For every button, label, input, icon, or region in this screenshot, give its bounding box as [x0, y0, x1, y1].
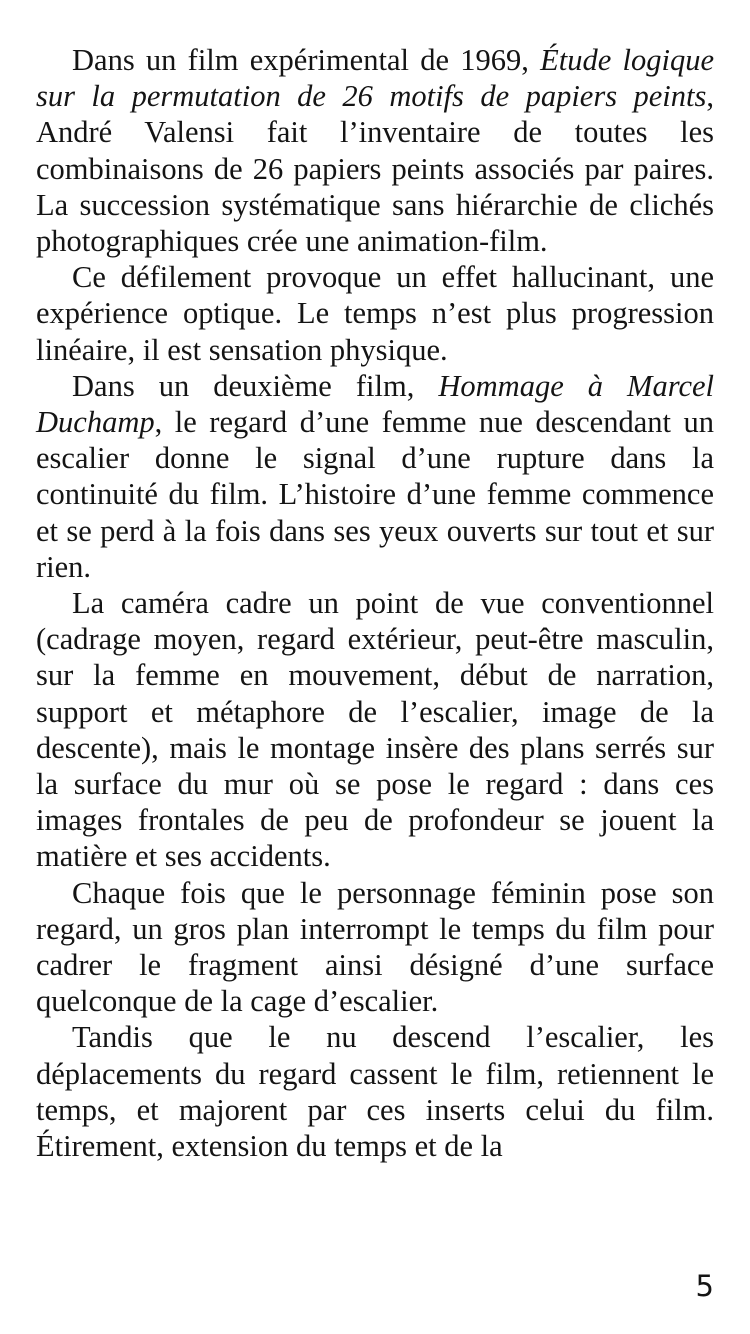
paragraph-3-text: Dans un deuxième film,: [72, 368, 439, 403]
paragraph-3: [36, 368, 714, 585]
paragraph-3-text-cont: , le regard d’une femme nue descendant un escalier donne le signal d’une rupture dans la continuité du film. L’histoire d’une femme commence et se perd à la fois dans ses yeux ouverts sur tout et sur rien.: [36, 405, 714, 584]
paragraph-6: [36, 1019, 714, 1164]
paragraph-2-text: Ce défilement provoque un effet hallucinant, une expérience optique. Le temps n’est plus progression linéaire, il est sensation physique.: [36, 260, 714, 367]
page-number: 5: [695, 1269, 714, 1303]
paragraph-4-text: La caméra cadre un point de vue conventionnel (cadrage moyen, regard extérieur, peut-être masculin, sur la femme en mouvement, début de narration, support et métaphore de l’escalier, image de la descente), mais le montage insère des plans serrés sur la surface du mur où se pose le regard : dans ces images frontales de peu de profondeur se jouent la matière et ses accidents.: [36, 586, 714, 874]
paragraph-1: [36, 42, 714, 259]
paragraph-5-text: Chaque fois que le personnage féminin pose son regard, un gros plan interrompt le temps du film pour cadrer le fragment ainsi désigné d’une surface quelconque de la cage d’escalier.: [36, 875, 714, 1019]
paragraph-1-text: Dans un film expérimental de 1969,: [72, 43, 541, 77]
paragraph-5: [36, 875, 714, 1020]
paragraph-6-text: Tandis que le nu descend l’escalier, les déplacements du regard cassent le film, retiennent le temps, et majorent par ces inserts celui du film. Étirement, extension du temps et de la: [36, 1020, 714, 1164]
paragraph-1-text-cont: , André Valensi fait l’inventaire de toutes les combinaisons de 26 papiers peints associés par paires. La succession systématique sans hiérarchie de clichés photographiques crée une animation-film.: [36, 79, 714, 259]
paragraph-2: [36, 259, 714, 368]
document-body: [36, 42, 714, 1164]
paragraph-4: [36, 585, 714, 875]
paragraph-3-film-title: Hommage à Marcel Duchamp: [36, 368, 714, 440]
paragraph-1-film-title: Étude logique sur la permutation de 26 motifs de papiers peints: [36, 43, 714, 114]
